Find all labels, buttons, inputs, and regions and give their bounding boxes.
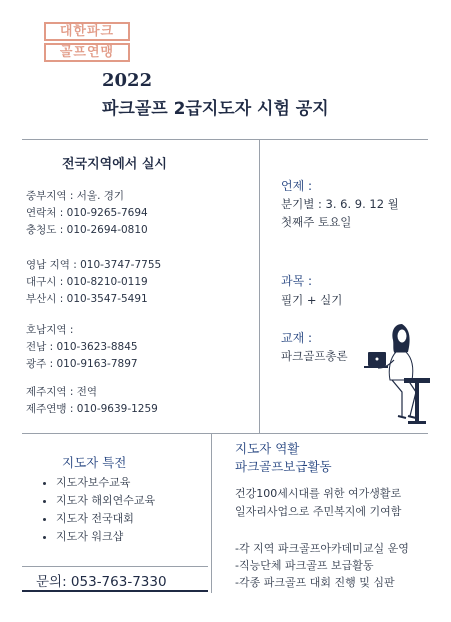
person-laptop-illustration — [358, 318, 432, 426]
role-title-2: 파크골프보급활동 — [235, 459, 332, 474]
region-line: 부산시 : 010-3547-5491 — [26, 293, 148, 305]
when-value-1: 분기별 : 3. 6. 9. 12 월 — [281, 197, 399, 211]
region-line: 중부지역 : 서울. 경기 — [26, 190, 125, 202]
when-value-2: 첫째주 토요일 — [281, 215, 352, 229]
role-list — [235, 540, 409, 591]
list-item: • 지도자보수교육 — [56, 474, 155, 492]
region-line: 대구시 : 010-8210-0119 — [26, 276, 148, 288]
region-line: 충청도 : 010-2694-0810 — [26, 224, 148, 236]
role-desc-1: 건강100세시대를 위한 여가생활로 — [235, 487, 402, 500]
list-item: -직능단체 파크골프 보급활동 — [235, 559, 374, 572]
region-jeju — [26, 384, 158, 418]
role-title-1: 지도자 역활 — [235, 441, 300, 456]
divider-vertical-upper — [259, 139, 260, 433]
role-description — [235, 485, 401, 521]
contact-text: 문의: 053-763-7330 — [36, 574, 167, 590]
region-line: 호남지역 : — [26, 324, 74, 336]
region-line: 연락처 : 010-9265-7694 — [26, 207, 148, 219]
region-line: 제주지역 : 전역 — [26, 386, 98, 398]
list-item: -각종 파크골프 대회 진행 및 심판 — [235, 576, 395, 589]
subject-label: 과목 : — [281, 274, 313, 288]
list-item: • 지도자 워크샵 — [56, 528, 155, 546]
logo-line-1: 대한파크 — [44, 22, 130, 41]
divider-middle — [22, 433, 428, 434]
perks-title: 지도자 특전 — [62, 455, 127, 470]
perks-list — [42, 474, 155, 546]
logo-line-2: 골프연맹 — [44, 43, 130, 62]
subject-value: 필기 + 실기 — [281, 293, 343, 307]
title-year: 2022 — [102, 70, 153, 91]
textbook-value: 파크골프총론 — [281, 349, 348, 363]
region-line: 제주연맹 : 010-9639-1259 — [26, 403, 158, 415]
region-central — [26, 188, 148, 239]
left-heading: 전국지역에서 실시 — [62, 157, 167, 172]
when-label: 언제 : — [281, 179, 313, 193]
list-item: -각 지역 파크골프아카데미교실 운영 — [235, 542, 409, 555]
when-value — [281, 195, 399, 231]
region-line: 영남 지역 : 010-3747-7755 — [26, 259, 162, 271]
divider-top — [22, 139, 428, 140]
list-item: • 지도자 해외연수교육 — [56, 492, 155, 510]
region-yeongnam — [26, 257, 161, 308]
logo-stamp — [44, 22, 130, 66]
role-title — [235, 440, 332, 476]
textbook-label: 교재 : — [281, 331, 313, 345]
region-honam — [26, 322, 138, 373]
list-item: • 지도자 전국대회 — [56, 510, 155, 528]
role-desc-2: 일자리사업으로 주민복지에 기여함 — [235, 505, 402, 518]
divider-vertical-lower — [211, 433, 212, 593]
region-line: 광주 : 010-9163-7897 — [26, 358, 138, 370]
region-line: 전남 : 010-3623-8845 — [26, 341, 138, 353]
page-title: 파크골프 2급지도자 시험 공지 — [102, 99, 329, 119]
